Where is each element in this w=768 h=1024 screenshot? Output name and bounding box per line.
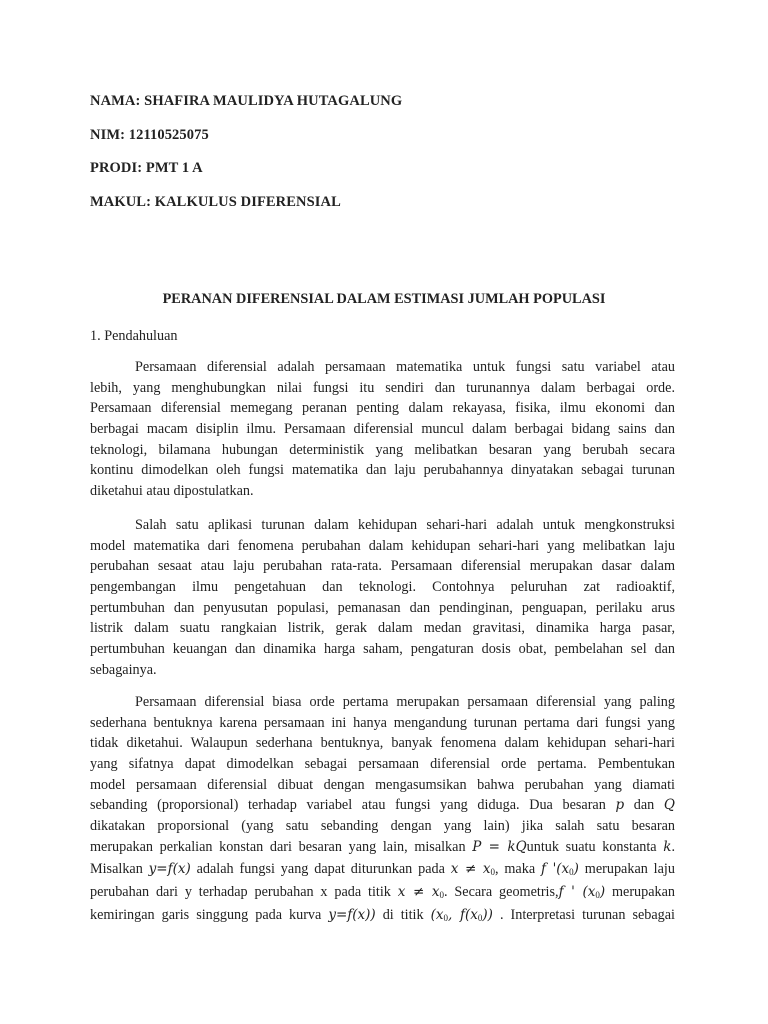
math-expression: )) [482, 906, 493, 923]
study-program: PRODI: PMT 1 A [90, 160, 203, 176]
paragraph-line: listrik dalam suatu rangkaian listrik, gerak dalam medan gravitasi, dinamika harga pasar, [90, 620, 675, 637]
text-run: untuk suatu konstanta [526, 838, 664, 855]
paragraph-line: model persamaan diferensial dibuat dengan mengasumsikan bahwa perubahan yang diamati [90, 776, 675, 793]
math-subscript: 0 [477, 912, 483, 923]
paragraph-line: Salah satu aplikasi turunan dalam kehidupan sehari-hari adalah untuk mengkonstruksi [135, 517, 675, 533]
math-expression: (x [430, 906, 444, 923]
paragraph-line: kontinu dimodelkan oleh fungsi matematika dan laju perubahannya dinyatakan sebagai turunan [90, 462, 675, 479]
text-run: perubahan dari y terhadap perubahan x pada titik [90, 883, 398, 900]
math-subscript: 0 [569, 866, 574, 877]
math-expression: x ≠ x [450, 860, 491, 877]
course-name: MAKUL: KALKULUS DIFERENSIAL [90, 194, 341, 210]
student-nim: NIM: 12110525075 [90, 127, 209, 143]
paragraph-line: dikatakan proporsional (yang satu sebanding dengan yang lain) jika salah satu besaran [90, 818, 675, 835]
paragraph-line [90, 858, 675, 881]
paragraph-line: Persamaan diferensial biasa orde pertama merupakan persamaan diferensial yang paling [135, 694, 675, 710]
text-run: merupakan perkalian konstan dari besaran yang lain, misalkan [90, 838, 473, 855]
paragraph-line [90, 904, 675, 927]
math-symbol: p [615, 797, 625, 814]
paragraph-3 [90, 692, 675, 927]
paragraph-line: pengembangan ilmu pengetahuan dan teknologi. Contohnya peluruhan zat radioaktif, [90, 579, 675, 596]
text-run: , maka [495, 860, 541, 877]
paragraph-line: yang sifatnya dapat dimodelkan sebagai persamaan diferensial orde pertama. Pembentukan [90, 756, 675, 773]
paragraph-line [90, 881, 675, 904]
math-expression: y=f(x) [148, 860, 191, 877]
math-expression: y=f(x)) [328, 906, 376, 923]
paragraph-line: sederhana bentuknya karena persamaan ini hanya mengandung turunan pertama dari fungsi yang [90, 714, 675, 731]
math-subscript: 0 [490, 866, 495, 877]
paragraph-line: berbagai macam disiplin ilmu. Persamaan diferensial muncul dalam berbagai bidang sains dan [90, 421, 675, 438]
paragraph-2 [90, 515, 675, 681]
paragraph-line: pertumbuhan dan penyusutan populasi, pemanasan dan pendinginan, penguapan, perilaku arus [90, 599, 675, 616]
text-run: . Secara geometris, [444, 883, 559, 900]
math-subscript: 0 [595, 889, 600, 900]
text-run: merupakan [605, 883, 676, 900]
math-expression: ) [573, 860, 579, 877]
paragraph-line: pertumbuhan keuangan dan dinamika harga saham, pengaturan dosis obat, pembelahan sel dan [90, 641, 675, 658]
text-run: sebanding (proporsional) terhadap variabel atau fungsi yang diduga. Dua besaran [90, 797, 616, 814]
text-run: Misalkan [90, 860, 149, 877]
math-subscript: 0 [439, 889, 444, 900]
document-title: PERANAN DIFERENSIAL DALAM ESTIMASI JUMLAH POPULASI [162, 291, 606, 307]
paragraph-1 [90, 357, 675, 502]
paragraph-line [90, 837, 675, 858]
math-expression: x ≠ x [397, 883, 440, 900]
student-name: NAMA: SHAFIRA MAULIDYA HUTAGALUNG [90, 93, 403, 109]
text-run: . Interpretasi turunan sebagai [492, 906, 675, 923]
math-expression: P = kQ [472, 838, 527, 855]
text-run: dan [624, 797, 664, 814]
math-expression: , f(x [447, 906, 478, 923]
math-symbol: k [663, 838, 672, 855]
text-run: di titik [375, 906, 431, 923]
section-heading: 1. Pendahuluan [90, 328, 178, 344]
paragraph-line: perubahan sesaat atau laju perubahan rata-rata. Persamaan diferensial merupakan dasar dalam [90, 558, 675, 575]
math-symbol: Q [663, 797, 675, 814]
paragraph-line [90, 795, 675, 816]
math-expression: f '(x [540, 860, 570, 877]
text-run: adalah fungsi yang dapat diturunkan pada [190, 860, 451, 877]
text-run: kemiringan garis singgung pada kurva [90, 906, 329, 923]
paragraph-line: teknologi, bilamana hubungan deterministik yang melibatkan besaran yang berubah secara [90, 441, 675, 458]
text-run: merupakan laju [578, 860, 675, 877]
math-expression: ) [599, 883, 606, 900]
paragraph-line: lebih, yang menghubungkan nilai fungsi itu sendiri dan turunannya dalam berbagai orde. [90, 379, 675, 396]
paragraph-line: diketahui atau dipostulatkan. [90, 483, 254, 500]
math-subscript: 0 [443, 912, 448, 923]
paragraph-line: Persamaan diferensial memegang peranan penting dalam rekayasa, fisika, ilmu ekonomi dan [90, 400, 675, 417]
paragraph-line: model matematika dari fenomena perubahan dalam kehidupan sehari-hari yang melibatkan laju [90, 537, 675, 554]
paragraph-line: Persamaan diferensial adalah persamaan matematika untuk fungsi satu variabel atau [135, 359, 675, 375]
paragraph-line: tidak diketahui. Walaupun sederhana bentuknya, banyak fenomena dalam kehidupan sehari-hari [90, 735, 675, 752]
paragraph-line: sebagainya. [90, 661, 157, 678]
math-expression: f ' (x [558, 883, 596, 900]
text-run: . [671, 838, 675, 855]
